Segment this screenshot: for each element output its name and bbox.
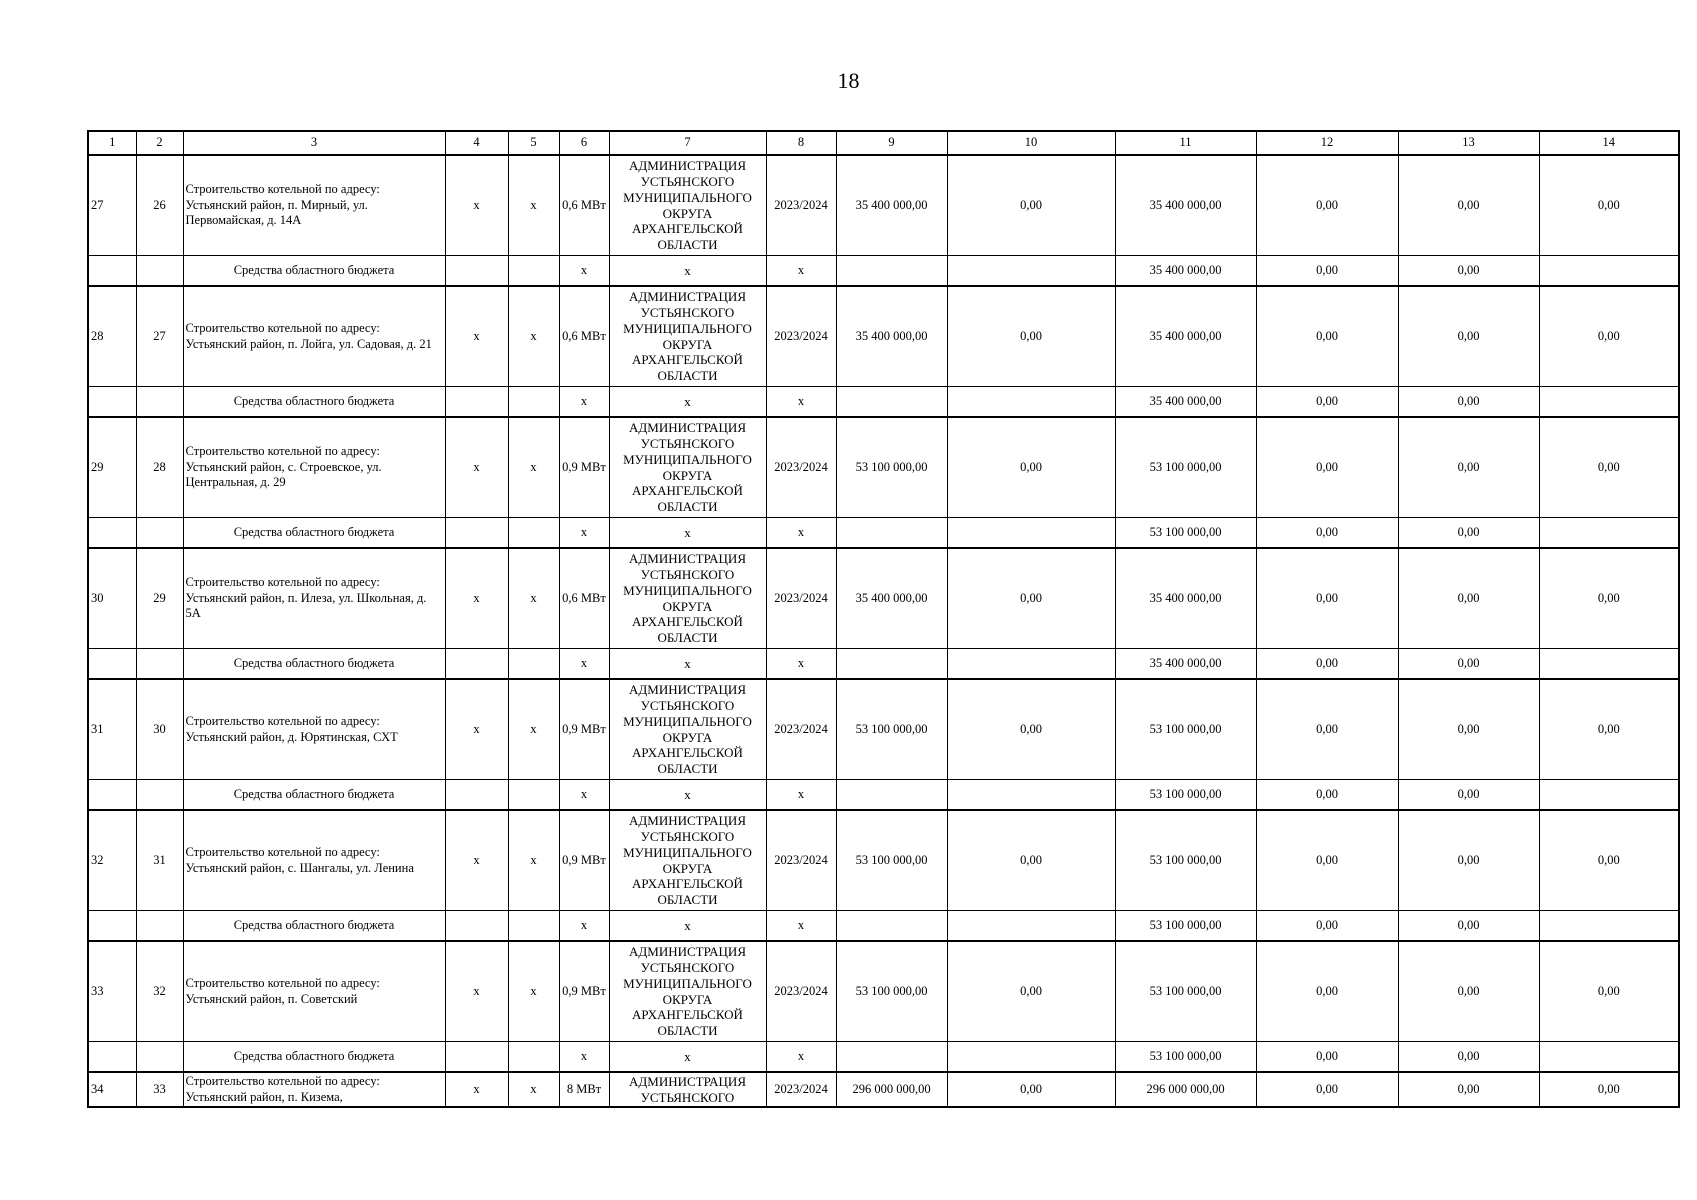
table-cell: 35 400 000,00 — [836, 286, 947, 387]
table-cell: х — [609, 518, 766, 549]
table-cell: 35 400 000,00 — [1115, 387, 1256, 418]
table-cell: х — [445, 1072, 508, 1107]
table-cell: Средства областного бюджета — [183, 911, 445, 942]
subtotal-row — [88, 780, 1679, 811]
table-cell: Строительство котельной по адресу: Устьянский район, п. Лойга, ул. Садовая, д. 21 — [183, 286, 445, 387]
table-cell: х — [508, 810, 559, 911]
table-cell: х — [766, 518, 836, 549]
table-cell: 0,6 МВт — [559, 548, 609, 649]
table-cell: 33 — [136, 1072, 183, 1107]
table-row — [88, 941, 1679, 1042]
table-cell — [508, 780, 559, 811]
table-cell: 31 — [88, 679, 136, 780]
subtotal-row — [88, 649, 1679, 680]
table-cell — [88, 911, 136, 942]
table-cell — [1539, 387, 1679, 418]
table-cell: 0,6 МВт — [559, 155, 609, 256]
table-cell: 0,00 — [1398, 286, 1539, 387]
table-cell: 0,00 — [1398, 256, 1539, 287]
table-cell: 0,00 — [1256, 911, 1398, 942]
subtotal-row — [88, 1042, 1679, 1073]
table-cell — [88, 387, 136, 418]
table-cell — [947, 780, 1115, 811]
table-cell: х — [508, 548, 559, 649]
table-cell — [836, 256, 947, 287]
table-cell: х — [559, 1042, 609, 1073]
table-cell — [88, 1042, 136, 1073]
table-cell: 35 400 000,00 — [1115, 256, 1256, 287]
table-cell: 0,00 — [1398, 1042, 1539, 1073]
table-cell: х — [559, 649, 609, 680]
table-cell — [1539, 256, 1679, 287]
table-cell — [1539, 518, 1679, 549]
table-cell — [947, 649, 1115, 680]
table-cell: 0,00 — [1398, 679, 1539, 780]
table-cell: 0,00 — [1256, 810, 1398, 911]
table-cell — [1539, 911, 1679, 942]
table-cell: 53 100 000,00 — [1115, 911, 1256, 942]
table-cell: 0,00 — [1398, 941, 1539, 1042]
table-cell: 2023/2024 — [766, 548, 836, 649]
subtotal-row — [88, 256, 1679, 287]
table-cell: 296 000 000,00 — [1115, 1072, 1256, 1107]
table-cell: х — [766, 911, 836, 942]
table-cell: х — [445, 548, 508, 649]
table-cell: Строительство котельной по адресу: Устьянский район, с. Шангалы, ул. Ленина — [183, 810, 445, 911]
table-cell: х — [445, 155, 508, 256]
subtotal-row — [88, 387, 1679, 418]
table-cell — [508, 256, 559, 287]
column-header: 2 — [136, 131, 183, 155]
table-cell: АДМИНИСТРАЦИЯ УСТЬЯНСКОГО МУНИЦИПАЛЬНОГО ОКРУГА АРХАНГЕЛЬСКОЙ ОБЛАСТИ — [609, 286, 766, 387]
table-cell — [445, 649, 508, 680]
table-cell: 0,00 — [1539, 1072, 1679, 1107]
table-cell: х — [559, 256, 609, 287]
table-cell: 0,00 — [1256, 286, 1398, 387]
table-cell — [1539, 1042, 1679, 1073]
table-cell: Средства областного бюджета — [183, 1042, 445, 1073]
table-cell: 53 100 000,00 — [1115, 417, 1256, 518]
table-cell — [836, 649, 947, 680]
table-cell: 0,00 — [1256, 1072, 1398, 1107]
table-cell: 27 — [88, 155, 136, 256]
table-cell: 0,00 — [1539, 548, 1679, 649]
table-cell: 53 100 000,00 — [1115, 679, 1256, 780]
table-cell — [508, 911, 559, 942]
table-cell: Строительство котельной по адресу: Устьянский район, п. Мирный, ул. Первомайская, д. 14А — [183, 155, 445, 256]
column-header: 14 — [1539, 131, 1679, 155]
table-row — [88, 679, 1679, 780]
table-cell: 0,00 — [1256, 155, 1398, 256]
column-header: 1 — [88, 131, 136, 155]
table-cell: 53 100 000,00 — [836, 417, 947, 518]
table-cell: Средства областного бюджета — [183, 256, 445, 287]
table-cell: 2023/2024 — [766, 155, 836, 256]
page-number: 18 — [837, 68, 860, 93]
table-cell: Строительство котельной по адресу: Устьянский район, с. Строевское, ул. Центральная, д. 29 — [183, 417, 445, 518]
table-cell: 35 400 000,00 — [1115, 286, 1256, 387]
table-cell: 0,00 — [1539, 417, 1679, 518]
table-cell: 2023/2024 — [766, 417, 836, 518]
table-cell: х — [609, 911, 766, 942]
column-header: 5 — [508, 131, 559, 155]
table-cell: 0,00 — [947, 1072, 1115, 1107]
table-cell: 0,00 — [1539, 286, 1679, 387]
header-row — [88, 131, 1679, 155]
table-cell — [88, 256, 136, 287]
table-cell: х — [609, 649, 766, 680]
table-cell: 0,00 — [1256, 1042, 1398, 1073]
table-cell — [136, 1042, 183, 1073]
table-body — [88, 131, 1679, 1107]
table-cell: х — [559, 387, 609, 418]
table-cell — [445, 256, 508, 287]
table-cell: 0,00 — [947, 679, 1115, 780]
table-cell: 0,00 — [947, 286, 1115, 387]
table-cell: 32 — [88, 810, 136, 911]
table-cell: 53 100 000,00 — [1115, 1042, 1256, 1073]
table-cell: Средства областного бюджета — [183, 387, 445, 418]
table-cell: 0,9 МВт — [559, 679, 609, 780]
table-cell: х — [508, 286, 559, 387]
table-cell — [836, 911, 947, 942]
table-cell: 0,00 — [1398, 911, 1539, 942]
table-cell: 0,00 — [1256, 256, 1398, 287]
table-cell: х — [508, 155, 559, 256]
table-cell: х — [766, 1042, 836, 1073]
column-header: 13 — [1398, 131, 1539, 155]
subtotal-row — [88, 911, 1679, 942]
table-cell: х — [559, 780, 609, 811]
table-cell: 0,00 — [1539, 679, 1679, 780]
table-cell: АДМИНИСТРАЦИЯ УСТЬЯНСКОГО МУНИЦИПАЛЬНОГО ОКРУГА АРХАНГЕЛЬСКОЙ ОБЛАСТИ — [609, 155, 766, 256]
table-cell: 26 — [136, 155, 183, 256]
table-cell: 30 — [88, 548, 136, 649]
table-row — [88, 810, 1679, 911]
table-cell: 35 400 000,00 — [1115, 649, 1256, 680]
table-cell: 53 100 000,00 — [836, 679, 947, 780]
table-cell: 30 — [136, 679, 183, 780]
table-cell: Строительство котельной по адресу: Устьянский район, п. Советский — [183, 941, 445, 1042]
table-cell: АДМИНИСТРАЦИЯ УСТЬЯНСКОГО — [609, 1072, 766, 1107]
table-cell — [836, 387, 947, 418]
table-cell: АДМИНИСТРАЦИЯ УСТЬЯНСКОГО МУНИЦИПАЛЬНОГО ОКРУГА АРХАНГЕЛЬСКОЙ ОБЛАСТИ — [609, 679, 766, 780]
table-cell: АДМИНИСТРАЦИЯ УСТЬЯНСКОГО МУНИЦИПАЛЬНОГО ОКРУГА АРХАНГЕЛЬСКОЙ ОБЛАСТИ — [609, 548, 766, 649]
table-cell — [947, 518, 1115, 549]
table-cell: 35 400 000,00 — [836, 548, 947, 649]
table-cell — [445, 1042, 508, 1073]
table-row — [88, 286, 1679, 387]
table-cell: 0,00 — [947, 941, 1115, 1042]
table-cell: 53 100 000,00 — [1115, 518, 1256, 549]
table-cell: 0,00 — [947, 417, 1115, 518]
subtotal-row — [88, 518, 1679, 549]
table-cell — [508, 1042, 559, 1073]
table-cell: 0,00 — [1398, 387, 1539, 418]
table-cell: 0,00 — [1256, 649, 1398, 680]
table-cell: х — [445, 810, 508, 911]
table-cell: 0,00 — [1398, 810, 1539, 911]
table-row — [88, 417, 1679, 518]
table-cell: 33 — [88, 941, 136, 1042]
table-cell: 0,00 — [1539, 941, 1679, 1042]
table-cell — [1539, 649, 1679, 680]
table-cell: х — [559, 911, 609, 942]
table-cell: 0,00 — [1256, 518, 1398, 549]
table-cell — [508, 649, 559, 680]
table-cell: 0,00 — [1398, 155, 1539, 256]
table-cell: х — [508, 417, 559, 518]
table-cell: 0,00 — [1539, 810, 1679, 911]
column-header: 7 — [609, 131, 766, 155]
table-cell — [445, 780, 508, 811]
table-cell: х — [609, 1042, 766, 1073]
table-cell — [136, 911, 183, 942]
table-cell: х — [559, 518, 609, 549]
table-cell: 0,00 — [1398, 518, 1539, 549]
table-cell: х — [445, 679, 508, 780]
table-cell: 35 400 000,00 — [1115, 155, 1256, 256]
table-cell: 0,00 — [1539, 155, 1679, 256]
table-row — [88, 1072, 1679, 1107]
table-cell: х — [508, 1072, 559, 1107]
table-cell: 53 100 000,00 — [836, 810, 947, 911]
table-row — [88, 155, 1679, 256]
table-cell: 28 — [88, 286, 136, 387]
table-cell: 0,00 — [947, 155, 1115, 256]
table-cell: 0,6 МВт — [559, 286, 609, 387]
table-cell — [836, 780, 947, 811]
table-cell: 0,00 — [1256, 679, 1398, 780]
table-cell: х — [508, 941, 559, 1042]
column-header: 12 — [1256, 131, 1398, 155]
table-cell: 296 000 000,00 — [836, 1072, 947, 1107]
table-cell: 0,00 — [1256, 548, 1398, 649]
table-cell: 31 — [136, 810, 183, 911]
table-cell: 2023/2024 — [766, 1072, 836, 1107]
table-cell: Средства областного бюджета — [183, 518, 445, 549]
table-cell: х — [508, 679, 559, 780]
table-cell: АДМИНИСТРАЦИЯ УСТЬЯНСКОГО МУНИЦИПАЛЬНОГО ОКРУГА АРХАНГЕЛЬСКОЙ ОБЛАСТИ — [609, 941, 766, 1042]
table-cell: х — [766, 256, 836, 287]
table-cell: 0,9 МВт — [559, 417, 609, 518]
table-cell — [445, 387, 508, 418]
table-cell — [88, 780, 136, 811]
table-cell: 27 — [136, 286, 183, 387]
table-cell: 0,00 — [1256, 417, 1398, 518]
table-cell: Средства областного бюджета — [183, 649, 445, 680]
table-cell: Средства областного бюджета — [183, 780, 445, 811]
column-header: 9 — [836, 131, 947, 155]
table-cell: х — [766, 387, 836, 418]
table-cell: Строительство котельной по адресу: Устьянский район, п. Кизема, — [183, 1072, 445, 1107]
table-cell: 0,00 — [1256, 941, 1398, 1042]
table-cell: х — [445, 941, 508, 1042]
column-header: 6 — [559, 131, 609, 155]
table-cell: 29 — [136, 548, 183, 649]
table-cell: 53 100 000,00 — [836, 941, 947, 1042]
table-cell: х — [766, 649, 836, 680]
table-cell — [88, 518, 136, 549]
table-cell: Строительство котельной по адресу: Устьянский район, п. Илеза, ул. Школьная, д. 5А — [183, 548, 445, 649]
table-cell — [508, 518, 559, 549]
table-cell: х — [609, 387, 766, 418]
table-cell — [136, 518, 183, 549]
column-header: 4 — [445, 131, 508, 155]
table-cell: х — [609, 780, 766, 811]
table-cell — [445, 911, 508, 942]
column-header: 8 — [766, 131, 836, 155]
table-cell: х — [445, 286, 508, 387]
table-cell: 0,00 — [947, 548, 1115, 649]
table-cell — [947, 256, 1115, 287]
table-cell — [88, 649, 136, 680]
table-cell: 53 100 000,00 — [1115, 810, 1256, 911]
table-cell: 28 — [136, 417, 183, 518]
table-row — [88, 548, 1679, 649]
table-cell — [947, 387, 1115, 418]
table-cell: 35 400 000,00 — [836, 155, 947, 256]
table-cell: 0,9 МВт — [559, 810, 609, 911]
column-header: 11 — [1115, 131, 1256, 155]
table-cell — [947, 1042, 1115, 1073]
table-cell: 0,00 — [1398, 649, 1539, 680]
data-table — [87, 130, 1680, 1108]
table-cell — [136, 256, 183, 287]
table-cell — [136, 780, 183, 811]
table-cell — [836, 518, 947, 549]
table-cell — [947, 911, 1115, 942]
table-cell — [136, 387, 183, 418]
table-cell: 0,00 — [1256, 780, 1398, 811]
table-cell: 0,00 — [1398, 780, 1539, 811]
table-cell: х — [445, 417, 508, 518]
table-cell: АДМИНИСТРАЦИЯ УСТЬЯНСКОГО МУНИЦИПАЛЬНОГО ОКРУГА АРХАНГЕЛЬСКОЙ ОБЛАСТИ — [609, 417, 766, 518]
table-cell: 2023/2024 — [766, 810, 836, 911]
column-header: 3 — [183, 131, 445, 155]
table-cell: 35 400 000,00 — [1115, 548, 1256, 649]
table-cell: 0,9 МВт — [559, 941, 609, 1042]
table-cell: 0,00 — [1398, 1072, 1539, 1107]
table-cell: 29 — [88, 417, 136, 518]
table-cell — [445, 518, 508, 549]
table-cell — [1539, 780, 1679, 811]
table-cell: х — [609, 256, 766, 287]
table-cell: Строительство котельной по адресу: Устьянский район, д. Юрятинская, СХТ — [183, 679, 445, 780]
table-cell: АДМИНИСТРАЦИЯ УСТЬЯНСКОГО МУНИЦИПАЛЬНОГО ОКРУГА АРХАНГЕЛЬСКОЙ ОБЛАСТИ — [609, 810, 766, 911]
table-cell: 34 — [88, 1072, 136, 1107]
table-cell: 53 100 000,00 — [1115, 941, 1256, 1042]
column-header: 10 — [947, 131, 1115, 155]
table-cell: 53 100 000,00 — [1115, 780, 1256, 811]
table-cell: 2023/2024 — [766, 941, 836, 1042]
table-cell: х — [766, 780, 836, 811]
table-cell: 0,00 — [1256, 387, 1398, 418]
table-cell: 2023/2024 — [766, 679, 836, 780]
table-cell: 2023/2024 — [766, 286, 836, 387]
table-cell: 0,00 — [1398, 548, 1539, 649]
table-cell — [836, 1042, 947, 1073]
table-cell: 0,00 — [947, 810, 1115, 911]
table-cell: 32 — [136, 941, 183, 1042]
table-cell — [136, 649, 183, 680]
table-cell: 8 МВт — [559, 1072, 609, 1107]
table-cell — [508, 387, 559, 418]
table-cell: 0,00 — [1398, 417, 1539, 518]
